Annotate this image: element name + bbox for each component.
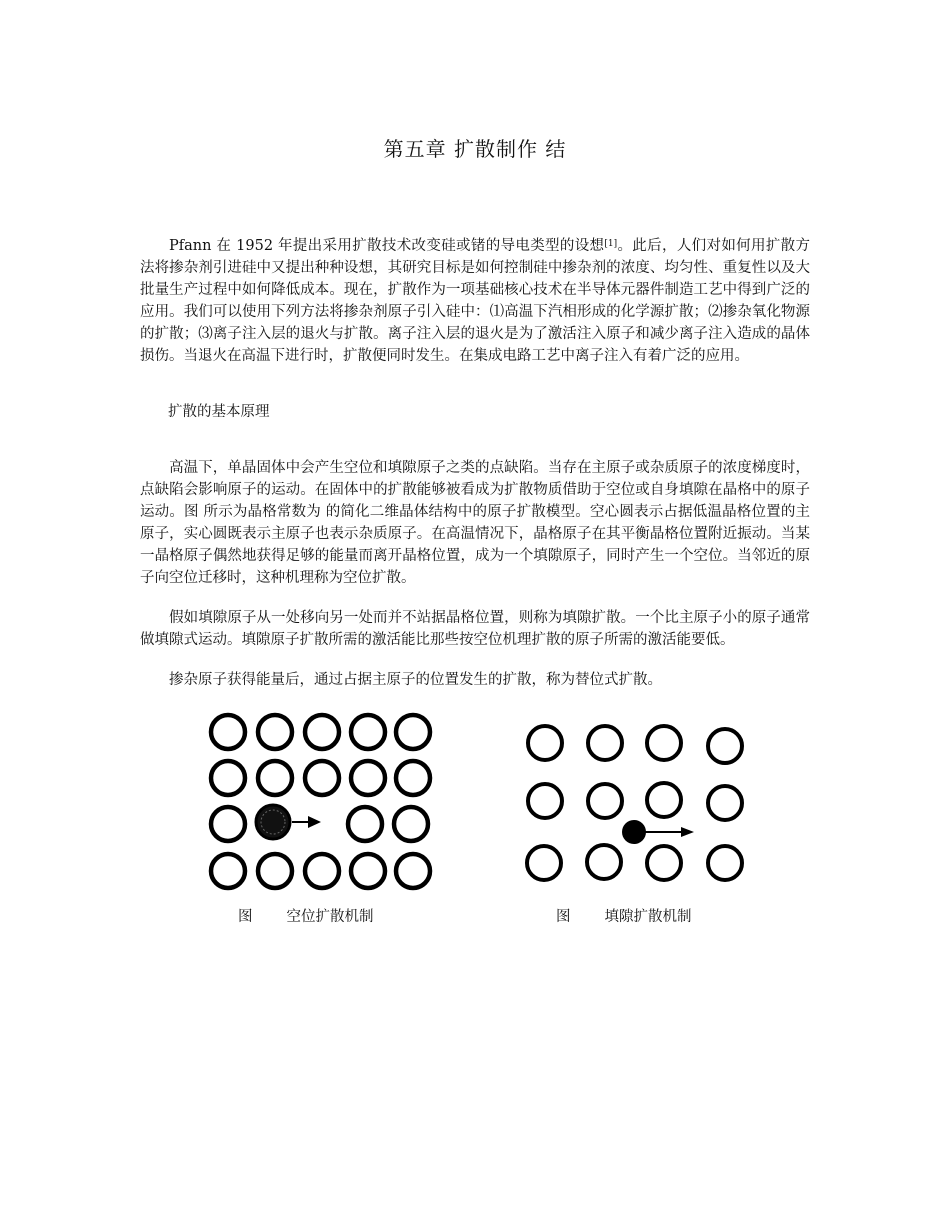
section-heading: 扩散的基本原理 (168, 404, 270, 420)
host-atom (528, 784, 562, 818)
host-atom (348, 807, 382, 841)
host-atom (211, 854, 245, 888)
host-atom (647, 726, 681, 760)
arrow-right-icon (292, 816, 321, 828)
host-atom (258, 761, 292, 795)
host-atom (351, 854, 385, 888)
interstitial-diffusion-figure (518, 718, 758, 893)
citation-ref: [1] (604, 239, 618, 249)
host-atom (211, 715, 245, 749)
figure-label: 图 (238, 909, 253, 925)
substitutional-paragraph (140, 669, 810, 691)
figure-label: 图 (556, 909, 571, 925)
host-atom (305, 715, 339, 749)
intro-lead: Pfann 在 1952 年提出采用扩散技术改变硅或锗的导电类型的设想 (169, 238, 605, 254)
host-atom (211, 807, 245, 841)
interstitial-paragraph (140, 607, 810, 651)
host-atom (396, 715, 430, 749)
host-atom (258, 854, 292, 888)
host-atom (305, 854, 339, 888)
host-atom (647, 783, 681, 817)
figure-caption-vacancy (238, 905, 374, 926)
host-atom (351, 715, 385, 749)
substitutional-text: 掺杂原子获得能量后，通过占据主原子的位置发生的扩散，称为替位式扩散。 (169, 672, 662, 688)
host-atom (708, 786, 742, 820)
diffusion-paragraph (140, 457, 810, 589)
host-atom (351, 761, 385, 795)
host-atom (396, 854, 430, 888)
figure-caption-interstitial (556, 905, 692, 926)
intro-rest: 。此后，人们对如何用扩散方法将掺杂剂引进硅中又提出种种设想，其研究目标是如何控制硅中掺杂剂的浓度、均匀性、重复性以及大批量生产过程中如何降低成本。现在，扩散作为一项基础核心技术在半导体元器件制造工艺中得到广泛的应用。我们可以使用下列方法将掺杂剂原子引入硅中：⑴高温下汽相形成的化学源扩散；⑵掺杂氧化物源的扩散；⑶离子注入层的退火与扩散。离子注入层的退火是为了激活注入原子和减少离子注入造成的晶体损伤。当退火在高温下进行时，扩散便同时发生。在集成电路工艺中离子注入有着广泛的应用。 (140, 238, 810, 364)
figure-caption-text: 空位扩散机制 (286, 909, 374, 925)
host-atom (708, 846, 742, 880)
host-atom (527, 846, 561, 880)
host-atom (396, 761, 430, 795)
host-atom (588, 784, 622, 818)
host-atom (588, 726, 622, 760)
host-atom (394, 807, 428, 841)
interstitial-atom (622, 820, 646, 844)
intro-paragraph (140, 233, 810, 367)
host-atom (587, 845, 621, 879)
host-atom (211, 761, 245, 795)
figure-caption-text: 填隙扩散机制 (604, 909, 692, 925)
host-atom (708, 729, 742, 763)
vacancy-diffusion-figure (200, 706, 440, 896)
page-title: 第五章 扩散制作 结 (383, 137, 567, 161)
host-atom (647, 846, 681, 880)
diffusion-text: 高温下，单晶固体中会产生空位和填隙原子之类的点缺陷。当存在主原子或杂质原子的浓度梯度时，点缺陷会影响原子的运动。在固体中的扩散能够被看成为扩散物质借助于空位或自身填隙在晶格中的原子运动。图 所示为晶格常数为 的简化二维晶体结构中的原子扩散模型。空心圆表示占据低温晶格位置的主原子，实心圆既表示主原子也表示杂质原子。在高温情况下，晶格原子在其平衡晶格位置附近振动。当某一晶格原子偶然地获得足够的能量而离开晶格位置，成为一个填隙原子，同时产生一个空位。当邻近的原子向空位迁移时，这种机理称为空位扩散。 (140, 460, 810, 586)
host-atom (528, 726, 562, 760)
host-atom (305, 761, 339, 795)
arrow-right-icon (644, 827, 694, 837)
interstitial-text: 假如填隙原子从一处移向另一处而并不站据晶格位置，则称为填隙扩散。一个比主原子小的原子通常做填隙式运动。填隙原子扩散所需的激活能比那些按空位机理扩散的原子所需的激活能要低。 (140, 610, 810, 648)
host-atom (258, 715, 292, 749)
